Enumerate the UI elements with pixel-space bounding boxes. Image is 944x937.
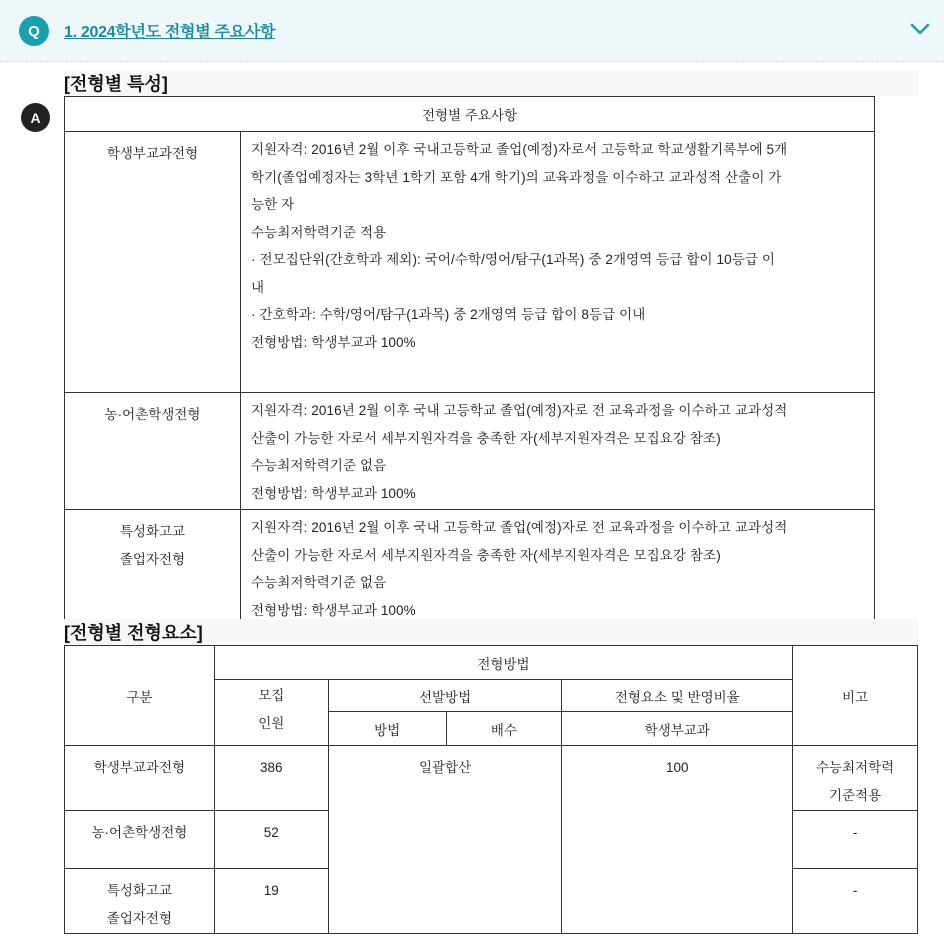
header-multiple: 배수 (446, 712, 562, 746)
cell-category: 농·어촌학생전형 (65, 811, 215, 869)
cell-count: 52 (214, 811, 328, 869)
header-method: 방법 (328, 712, 446, 746)
row-label: 학생부교과전형 (65, 132, 241, 393)
table-row (65, 393, 875, 510)
cell-note: - (793, 869, 918, 934)
header-school-record: 학생부교과 (562, 712, 793, 746)
table-header: 전형별 주요사항 (65, 97, 875, 132)
header-method-group: 전형방법 (214, 646, 792, 680)
row-description: 지원자격: 2016년 2월 이후 국내고등학교 졸업(예정)자로서 고등학교 학교생활기록부에 5개 학기(졸업예정자는 3학년 1학기 포함 4개 학기)의 교육과정을 이수하고 교과성적 산출이 가 능한 자 수능최저학력기준 적용 · 전모집단위(간호학과 제외): 국어/수학/영어/탐구(1과목) 중 2개영역 등급 합이 10등급 이 내 · 간호학과: 수학/영어/탐구(1과목) 중 2개영역 등급 합이 8등급 이내 전형방법: 학생부교과 100% (241, 132, 875, 393)
header-recruit: 모집 인원 (214, 680, 328, 746)
cell-count: 19 (214, 869, 328, 934)
cell-selection-method: 일괄합산 (328, 746, 562, 934)
characteristics-table (64, 96, 875, 627)
row-label: 특성화고교 졸업자전형 (65, 510, 241, 627)
cell-note: 수능최저학력 기준적용 (793, 746, 918, 811)
header-selection: 선발방법 (328, 680, 562, 712)
header-note: 비고 (793, 646, 918, 746)
section2-title: [전형별 전형요소] (64, 619, 918, 645)
row-description: 지원자격: 2016년 2월 이후 국내 고등학교 졸업(예정)자로 전 교육과정을 이수하고 교과성적 산출이 가능한 자로서 세부지원자격을 충족한 자(세부지원자격은 모집요강 참조) 수능최저학력기준 없음 전형방법: 학생부교과 100% (241, 393, 875, 510)
elements-table (64, 645, 918, 934)
cell-note: - (793, 811, 918, 869)
question-title[interactable]: 1. 2024학년도 전형별 주요사항 (64, 24, 276, 41)
question-header[interactable] (0, 0, 944, 62)
table-row (65, 510, 875, 627)
header-category: 구분 (65, 646, 215, 746)
cell-ratio: 100 (562, 746, 793, 934)
table-row (65, 746, 918, 811)
row-description: 지원자격: 2016년 2월 이후 국내 고등학교 졸업(예정)자로 전 교육과정을 이수하고 교과성적 산출이 가능한 자로서 세부지원자격을 충족한 자(세부지원자격은 모집요강 참조) 수능최저학력기준 없음 전형방법: 학생부교과 100% (241, 510, 875, 627)
cell-category: 특성화고교 졸업자전형 (65, 869, 215, 934)
table-row (65, 132, 875, 393)
answer-badge: A (21, 103, 50, 132)
header-elements: 전형요소 및 반영비율 (562, 680, 793, 712)
row-label: 농·어촌학생전형 (65, 393, 241, 510)
section1-title: [전형별 특성] (64, 70, 918, 96)
cell-count: 386 (214, 746, 328, 811)
cell-category: 학생부교과전형 (65, 746, 215, 811)
question-badge: Q (19, 16, 49, 46)
chevron-down-icon[interactable] (910, 22, 930, 36)
